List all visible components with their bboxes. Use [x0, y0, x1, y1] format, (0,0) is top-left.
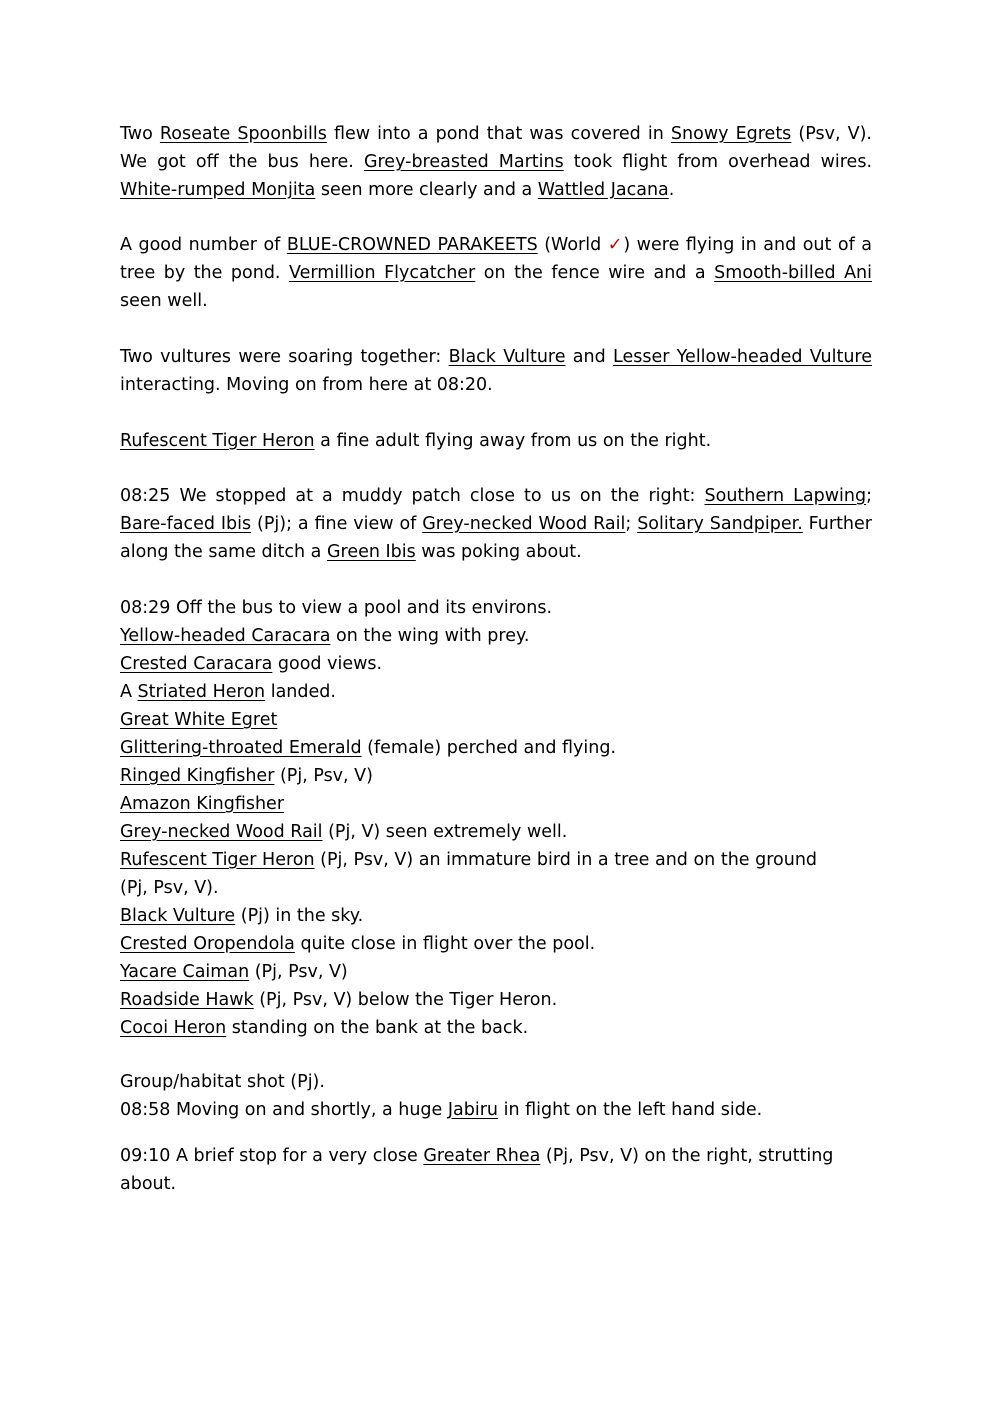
species-grey-breasted-martins: Grey-breasted Martins	[363, 152, 564, 172]
paragraph-tiger-heron	[120, 427, 872, 455]
paragraph-parakeets	[120, 231, 872, 315]
text: a fine adult flying away from us on the right.	[314, 431, 712, 451]
pool-sightings-list	[120, 594, 872, 1042]
text: ;	[625, 514, 638, 534]
list-item	[120, 706, 872, 734]
list-item: Yacare Caiman (Pj, Psv, V)	[120, 962, 348, 982]
species-bare-faced-ibis: Bare-faced Ibis	[120, 514, 252, 534]
species-greater-rhea: Greater Rhea	[423, 1146, 541, 1166]
text: (World	[537, 235, 608, 255]
species-name: Black Vulture	[120, 906, 236, 926]
group-habitat-line: Group/habitat shot (Pj).	[120, 1072, 325, 1092]
text: seen more clearly and a	[315, 180, 538, 200]
list-item	[120, 790, 872, 818]
species-jabiru: Jabiru	[447, 1100, 499, 1120]
species-rufescent-tiger-heron: Rufescent Tiger Heron	[120, 431, 315, 451]
list-item: Crested Caracara good views.	[120, 654, 383, 674]
species-wattled-jacana: Wattled Jacana	[537, 180, 669, 200]
text: was poking about.	[415, 542, 582, 562]
list-item: Grey-necked Wood Rail (Pj, V) seen extremely well.	[120, 822, 568, 842]
species-blue-crowned-parakeets: BLUE-CROWNED PARAKEETS	[286, 235, 538, 255]
species-white-rumped-monjita: White-rumped Monjita	[120, 180, 316, 200]
list-item: Black Vulture (Pj) in the sky.	[120, 906, 364, 926]
list-item: Roadside Hawk (Pj, Psv, V) below the Tiger Heron.	[120, 990, 558, 1010]
species-name: Yacare Caiman	[120, 962, 250, 982]
text: 08:25 We stopped at a muddy patch close to us on the right:	[120, 486, 705, 506]
paragraph-vultures	[120, 343, 872, 399]
text: interacting. Moving on from here at 08:20.	[120, 375, 493, 395]
text: Two vultures were soaring together:	[120, 347, 449, 367]
species-name: Grey-necked Wood Rail	[120, 822, 323, 842]
list-item: Crested Oropendola quite close in flight over the pool.	[120, 934, 596, 954]
species-name: Great White Egret	[120, 710, 278, 730]
list-item: A Striated Heron landed.	[120, 682, 336, 702]
text: (Pj, Psv, V) on the right, strutting about.	[120, 1146, 834, 1194]
species-name: Glittering-throated Emerald	[120, 738, 362, 758]
species-name: Rufescent Tiger Heron	[120, 850, 315, 870]
list-item: (Pj, Psv, V).	[120, 878, 219, 898]
text: (Psv, V). We got off the bus here.	[120, 124, 872, 172]
text: A good number of	[120, 235, 287, 255]
species-grey-necked-wood-rail: Grey-necked Wood Rail	[422, 514, 626, 534]
species-snowy-egrets: Snowy Egrets	[670, 124, 792, 144]
text: 09:10 A brief stop for a very close	[120, 1146, 424, 1166]
text: and	[565, 347, 613, 367]
list-item: Ringed Kingfisher (Pj, Psv, V)	[120, 766, 373, 786]
species-smooth-billed-ani: Smooth-billed Ani	[714, 263, 873, 283]
list-item: Rufescent Tiger Heron (Pj, Psv, V) an immature bird in a tree and on the ground	[120, 850, 818, 870]
list-item: Glittering-throated Emerald (female) perched and flying.	[120, 738, 617, 758]
text: ) were flying in and out of a tree by the pond.	[120, 235, 872, 283]
text: flew into a pond that was covered in	[326, 124, 671, 144]
species-name: Roadside Hawk	[120, 990, 254, 1010]
text: took flight from overhead wires.	[563, 152, 873, 172]
species-name: Amazon Kingfisher	[120, 794, 285, 814]
species-name: Yellow-headed Caracara	[120, 626, 331, 646]
jabiru-line: 08:58 Moving on and shortly, a huge Jabiru in flight on the left hand side.	[120, 1100, 763, 1120]
species-lesser-yellow-headed-vulture: Lesser Yellow-headed Vulture	[613, 347, 872, 367]
species-green-ibis: Green Ibis	[326, 542, 416, 562]
text: seen well.	[120, 291, 208, 311]
species-solitary-sandpiper: Solitary Sandpiper.	[637, 514, 803, 534]
species-vermillion-flycatcher: Vermillion Flycatcher	[289, 263, 476, 283]
checkmark-icon: ✓	[607, 235, 624, 255]
text: Two	[120, 124, 160, 144]
text: .	[668, 180, 675, 200]
list-item: Yellow-headed Caracara on the wing with prey.	[120, 626, 530, 646]
species-name: Crested Oropendola	[120, 934, 295, 954]
paragraph-muddy-patch	[120, 482, 872, 566]
species-name: Striated Heron	[137, 682, 266, 702]
species-name: Cocoi Heron	[120, 1018, 227, 1038]
species-southern-lapwing: Southern Lapwing	[704, 486, 867, 506]
species-name: Crested Caracara	[120, 654, 273, 674]
species-name: Ringed Kingfisher	[120, 766, 275, 786]
text: Further along the same ditch a	[120, 514, 872, 562]
pool-intro: 08:29 Off the bus to view a pool and its environs.	[120, 598, 553, 618]
text: (Pj); a fine view of	[251, 514, 423, 534]
species-black-vulture: Black Vulture	[448, 347, 566, 367]
paragraph-greater-rhea	[120, 1142, 872, 1198]
text: ;	[866, 486, 872, 506]
paragraph-spoonbills	[120, 120, 872, 204]
paragraph-group-jabiru	[120, 1068, 872, 1124]
text: on the fence wire and a	[475, 263, 715, 283]
species-roseate-spoonbills: Roseate Spoonbills	[159, 124, 327, 144]
list-item: Cocoi Heron standing on the bank at the back.	[120, 1018, 529, 1038]
